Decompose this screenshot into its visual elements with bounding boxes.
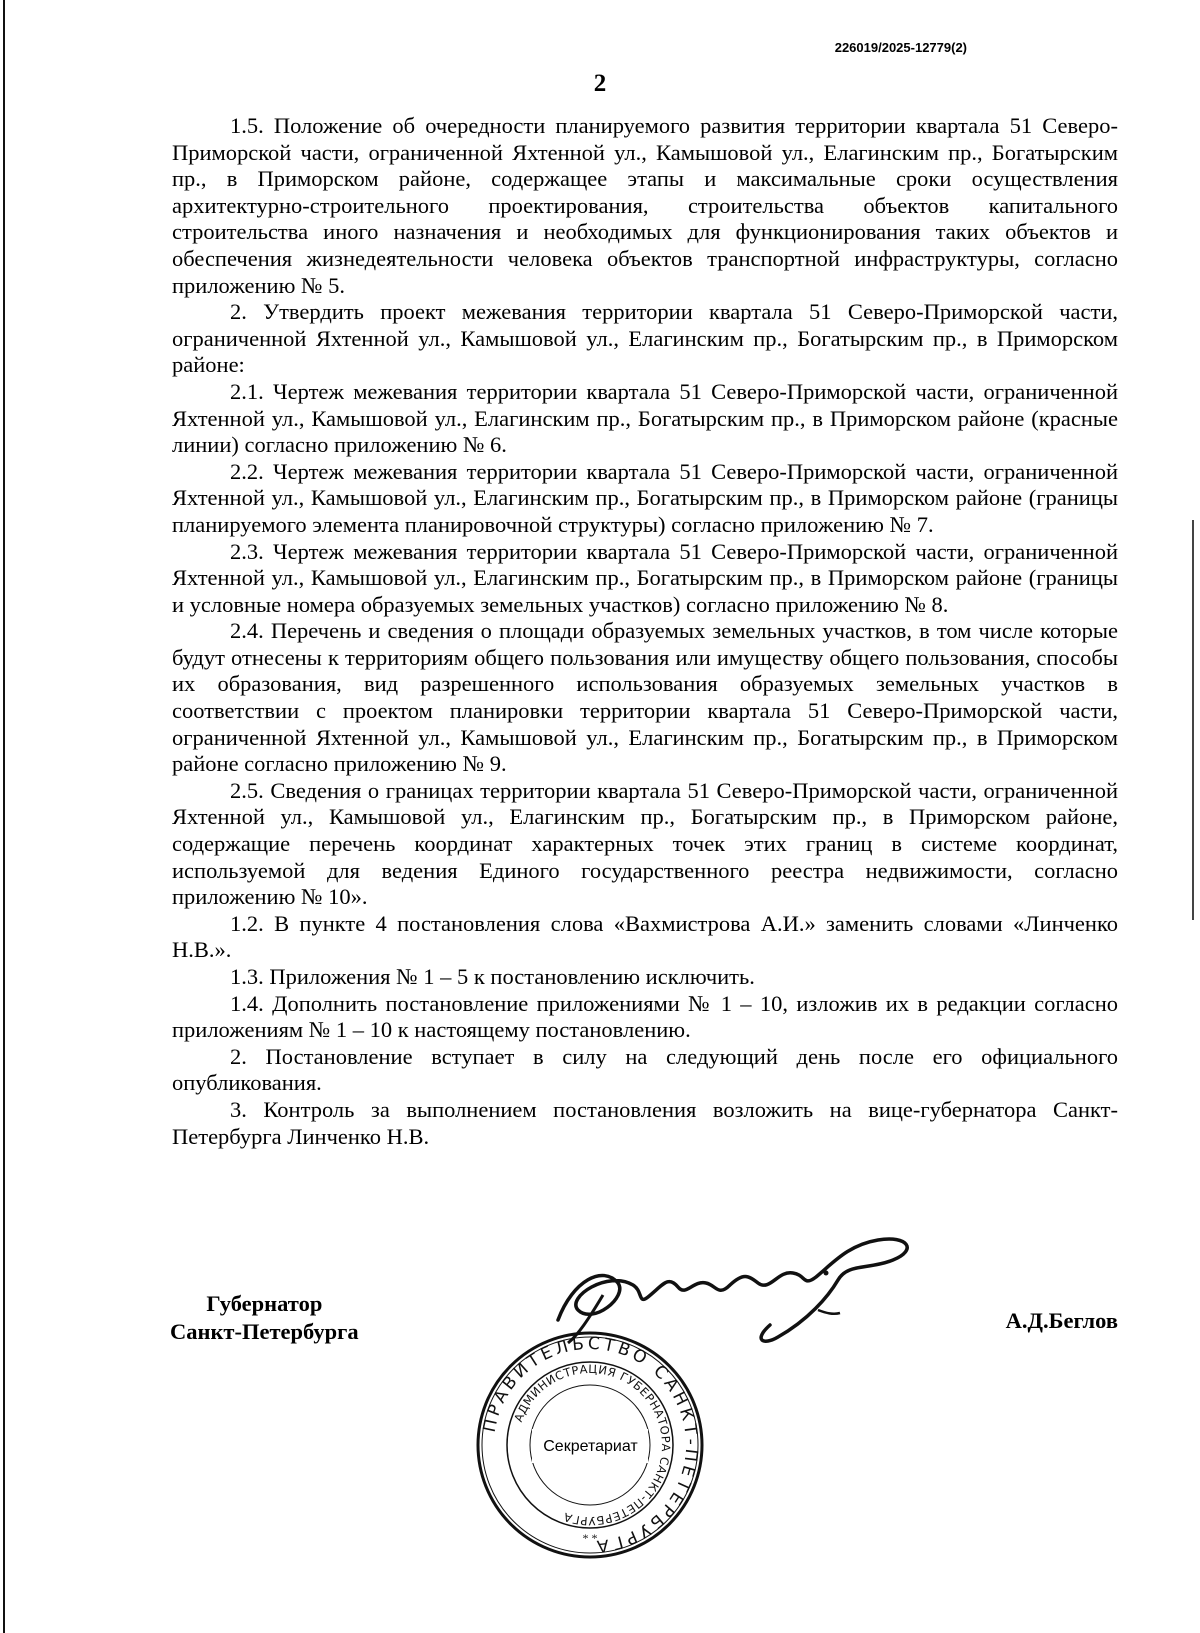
paragraph-1-5: 1.5. Положение об очередности планируемого развития территории квартала 51 Северо-Приморской части, ограниченной Яхтенной ул., Камышовой ул., Елагинским пр., Богатырским пр., в Приморском районе, содержащее этапы и максимальные сроки осуществления архитектурно-строительного проектирования, строительства объектов капитального строительства иного назначения и необходимых для функционирования таких объектов и обеспечения жизнедеятельности человека объектов транспортной инфраструктуры, согласно приложению № 5. [172, 113, 1118, 298]
paragraph-2-4: 2.4. Перечень и сведения о площади образуемых земельных участков, в том числе которые будут отнесены к территориям общего пользования или имуществу общего пользования, способы их образования, вид разрешенного использования образуемых земельных участков в соответствии с проектом планировки территории квартала 51 Северо-Приморской части, ограниченной Яхтенной ул., Камышовой ул., Елагинским пр., Богатырским пр., в Приморском районе согласно приложению № 9. [172, 618, 1118, 777]
signatory-title [170, 1290, 359, 1346]
paragraph-2-1: 2.1. Чертеж межевания территории квартала 51 Северо-Приморской части, ограниченной Яхтенной ул., Камышовой ул., Елагинским пр., Богатырским пр., в Приморском районе (красные линии) согласно приложению № 6. [172, 378, 1118, 458]
svg-text:ПРАВИТЕЛЬСТВО САНКТ-ПЕТЕРБУРГА: ПРАВИТЕЛЬСТВО САНКТ-ПЕТЕРБУРГА [479, 1333, 702, 1557]
svg-text:* *: * * [582, 1531, 598, 1545]
svg-text:АДМИНИСТРАЦИЯ ГУБЕРНАТОРА САНК: АДМИНИСТРАЦИЯ ГУБЕРНАТОРА САНКТ-ПЕТЕРБУРГА [511, 1361, 674, 1529]
document-body [172, 113, 1118, 1150]
paragraph-1-4: 1.4. Дополнить постановление приложениями № 1 – 10, изложив их в редакции согласно приложениям № 1 – 10 к настоящему постановлению. [172, 990, 1118, 1043]
paragraph-1-2: 1.2. В пункте 4 постановления слова «Вахмистрова А.И.» заменить словами «Линченко Н.В.». [172, 910, 1118, 963]
signatory-name: А.Д.Беглов [1005, 1308, 1118, 1333]
signatory-title-line1: Губернатор [206, 1291, 323, 1316]
paragraph-1-3: 1.3. Приложения № 1 – 5 к постановлению исключить. [230, 964, 755, 989]
seal-center-text: Секретариат [543, 1438, 638, 1455]
document-number: 226019/2025-12779(2) [834, 40, 967, 55]
scan-edge-line [3, 0, 5, 1633]
paragraph-2-3: 2.3. Чертеж межевания территории квартала 51 Северо-Приморской части, ограниченной Яхтенной ул., Камышовой ул., Елагинским пр., Богатырским пр., в Приморском районе (границы и условные номера образуемых земельных участков) согласно приложению № 8. [172, 538, 1118, 617]
signatory-title-line2: Санкт-Петербурга [170, 1319, 359, 1344]
paragraph-final-3: 3. Контроль за выполнением постановления возложить на вице-губернатора Санкт-Петербурга Линченко Н.В. [172, 1096, 1118, 1149]
page-number: 2 [593, 70, 607, 97]
paragraph-2-2: 2.2. Чертеж межевания территории квартала 51 Северо-Приморской части, ограниченной Яхтенной ул., Камышовой ул., Елагинским пр., Богатырским пр., в Приморском районе (границы планируемого элемента планировочной структуры) согласно приложению № 7. [172, 458, 1118, 537]
paragraph-2-5: 2.5. Сведения о границах территории квартала 51 Северо-Приморской части, ограниченной Яхтенной ул., Камышовой ул., Елагинским пр., Богатырским пр., в Приморском районе, содержащие перечень координат характерных точек этих границ в системе координат, используемой для ведения Единого государственного реестра недвижимости, согласно приложению № 10». [172, 777, 1118, 910]
scan-edge-line-right [1192, 520, 1194, 920]
paragraph-final-2: 2. Постановление вступает в силу на следующий день после его официального опубликования. [172, 1043, 1118, 1096]
paragraph-2: 2. Утвердить проект межевания территории квартала 51 Северо-Приморской части, ограниченной Яхтенной ул., Камышовой ул., Елагинским пр., Богатырским пр., в Приморском районе: [172, 299, 1118, 378]
